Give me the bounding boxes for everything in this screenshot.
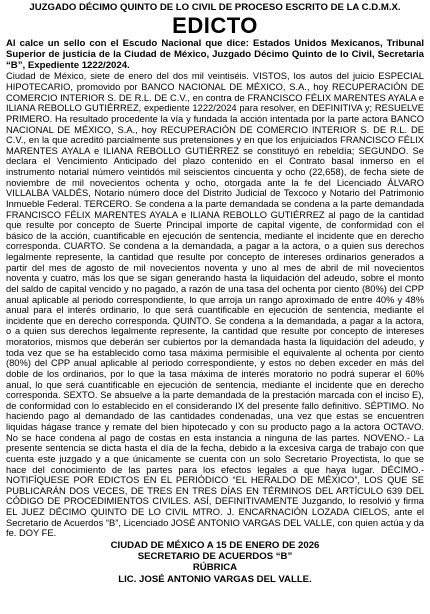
secretary-name: LIC. JOSÉ ANTONIO VARGAS DEL VALLE. bbox=[118, 573, 312, 585]
date-line: CIUDAD DE MÉXICO A 15 DE ENERO DE 2026 bbox=[110, 539, 320, 551]
court-name: JUZGADO DÉCIMO QUINTO DE LO CIVIL DE PROCESO ESCRITO DE LA C.D.M.X. bbox=[29, 2, 401, 13]
document-title: EDICTO bbox=[172, 13, 258, 38]
resolution-text: Ciudad de México, siete de enero del dos mil veintiséis. VISTOS, los autos del juicio ESPECIAL HIPOTECARIO, promovido por BANCO NACIONAL DE MÉXICO, S.A., hoy RECUPERACIÓN DE COMERCIO INTERIOR S. DE R.L. DE C.V., en contra de FRANCISCO FÉLIX MARENTES AYALA e ILIANA REBOLLO GUTIÉRREZ, expediente 1222/2024 para resolver, en DEFINITIVA y; RESUELVE PRIMERO. Ha resultado procedente la vía y fundada la acción intentada por la parte actora BANCO NACIONAL DE MÉXICO, S.A., hoy RECUPERACIÓN DE COMERCIO INTERIOR S. DE R.L. DE C.V., en la que acreditó parcialmente sus pretensiones y en que los enjuiciados FRANCISCO FÉLIX MARENTES AYALA e ILIANA REBOLLO GUTIÉRREZ se constituyó en rebeldía; SEGUNDO. Se declara el Vencimiento Anticipado del plazo contenido en el Contrato basal inmerso en el instrumento notarial número veintidós mil seiscientos cincuenta y ocho (22,658), de fecha siete de noviembre de mil novecientos ochenta y ocho, otorgada ante la fe del Licenciado ÁLVARO VILLALBA VALDÉS, Notario número doce del Distrito Judicial de Texcoco y Notario del Patrimonio Inmueble Federal. TERCERO. Se condena a la parte demandada se condena a la parte demandada FRANCISCO FÉLIX MARENTES AYALA e ILIANA REBOLLO GUTIÉRREZ al pago de la cantidad que resulte por concepto de Suerte Principal importe de capital vigente, de conformidad con el básico de la acción, cuantificable en ejecución de sentencia, mediante el incidente que en derecho corresponda. CUARTO. Se condena a la demandada, a pagar a la actora, o a quien sus derechos legalmente represente, la cantidad que resulte por concepto de intereses ordinarios generados a partir del mes de agosto de mil novecientos noventa y uno al mes de abril de mil novecientos noventa y cuatro, más los que se sigan generando hasta la liquidación del adeudo, sobre el monto del saldo de capital vencido y no pagado, a razón de una tasa del ochenta por ciento (80%) del CPP anual aplicable al periodo correspondiente, lo que arroja un rango aproximado de entre 40% y 48% anual para el interés ordinario, lo que será cuantificable en ejecución de sentencia, mediante el incidente que en derecho corresponda. QUINTO. Se condena a la demandada, a pagar a la actora, o a quien sus derechos legalmente represente, la cantidad que resulte por concepto de intereses moratorios, mismos que deberán ser cubiertos por la demandada hasta la liquidación del adeudo, y toda vez que se ha establecido como tasa máxima permisible el equivalente al ochenta por ciento (80%) del CPP anual aplicable al periodo correspondiente, y estos no deben exceder en más del doble de los ordinarios, por lo que la tasa máxima de interés moratorio no podrá superar el 60% anual, lo que será cuantificable en ejecución de sentencia, mediante el incidente que en derecho corresponda. SEXTO. Se absuelve a la parte demandada de la prestación marcada con el inciso E), de conformidad con lo establecido en el considerando IX del presente fallo definitivo. SÉPTIMO. No haciendo pago al demandado de las cantidades condenadas, una vez que estas se encuentren liquidas hágase trance y remate del bien hipotecado y con su producto pago a la actora OCTAVO. No se hace condena al pago de costas en esta instancia a ninguna de las partes. NOVENO.- La presente sentencia se dicta hasta el día de la fecha, debido a la excesiva carga de trabajo con que cuenta este juzgado y a que únicamente se cuenta con un solo Secretario Proyectista, lo que se hace del conocimiento de las partes para los efectos legales a que haya lugar. DÉCIMO.- NOTIFÍQUESE POR EDICTOS EN EL PERIÓDICO “EL HERALDO DE MÉXICO”, LOS QUE SE PUBLICARÁN DOS VECES, DE TRES EN TRES DÍAS EN TÉRMINOS DEL ARTÍCULO 639 DEL CÓDIGO DE PROCEDIMIENTOS CIVILES. ASÍ, DEFINITIVAMENTE Juzgando, lo resolvió y firma EL JUEZ DÉCIMO QUINTO DE LO CIVIL MTRO. J. ENCARNACIÓN LOZADA CIELOS, ante el Secretario de Acuerdos “B”, Licenciado JOSÉ ANTONIO VARGAS DEL VALLE, con quien actúa y da fe. DOY FE. bbox=[6, 71, 424, 539]
signature-label: RÚBRICA bbox=[192, 562, 238, 574]
signature-block bbox=[6, 540, 424, 585]
secretary-title: SECRETARIO DE ACUERDOS “B” bbox=[137, 551, 293, 563]
seal-notice: Al calce un sello con el Escudo Nacional que dice: Estados Unidos Mexicanos, Tribunal Superior de justicia de la Ciudad de México, Juzgado Décimo Quinto de lo Civil, Secretaria “B”, Expediente 1222/2024. bbox=[6, 38, 424, 71]
